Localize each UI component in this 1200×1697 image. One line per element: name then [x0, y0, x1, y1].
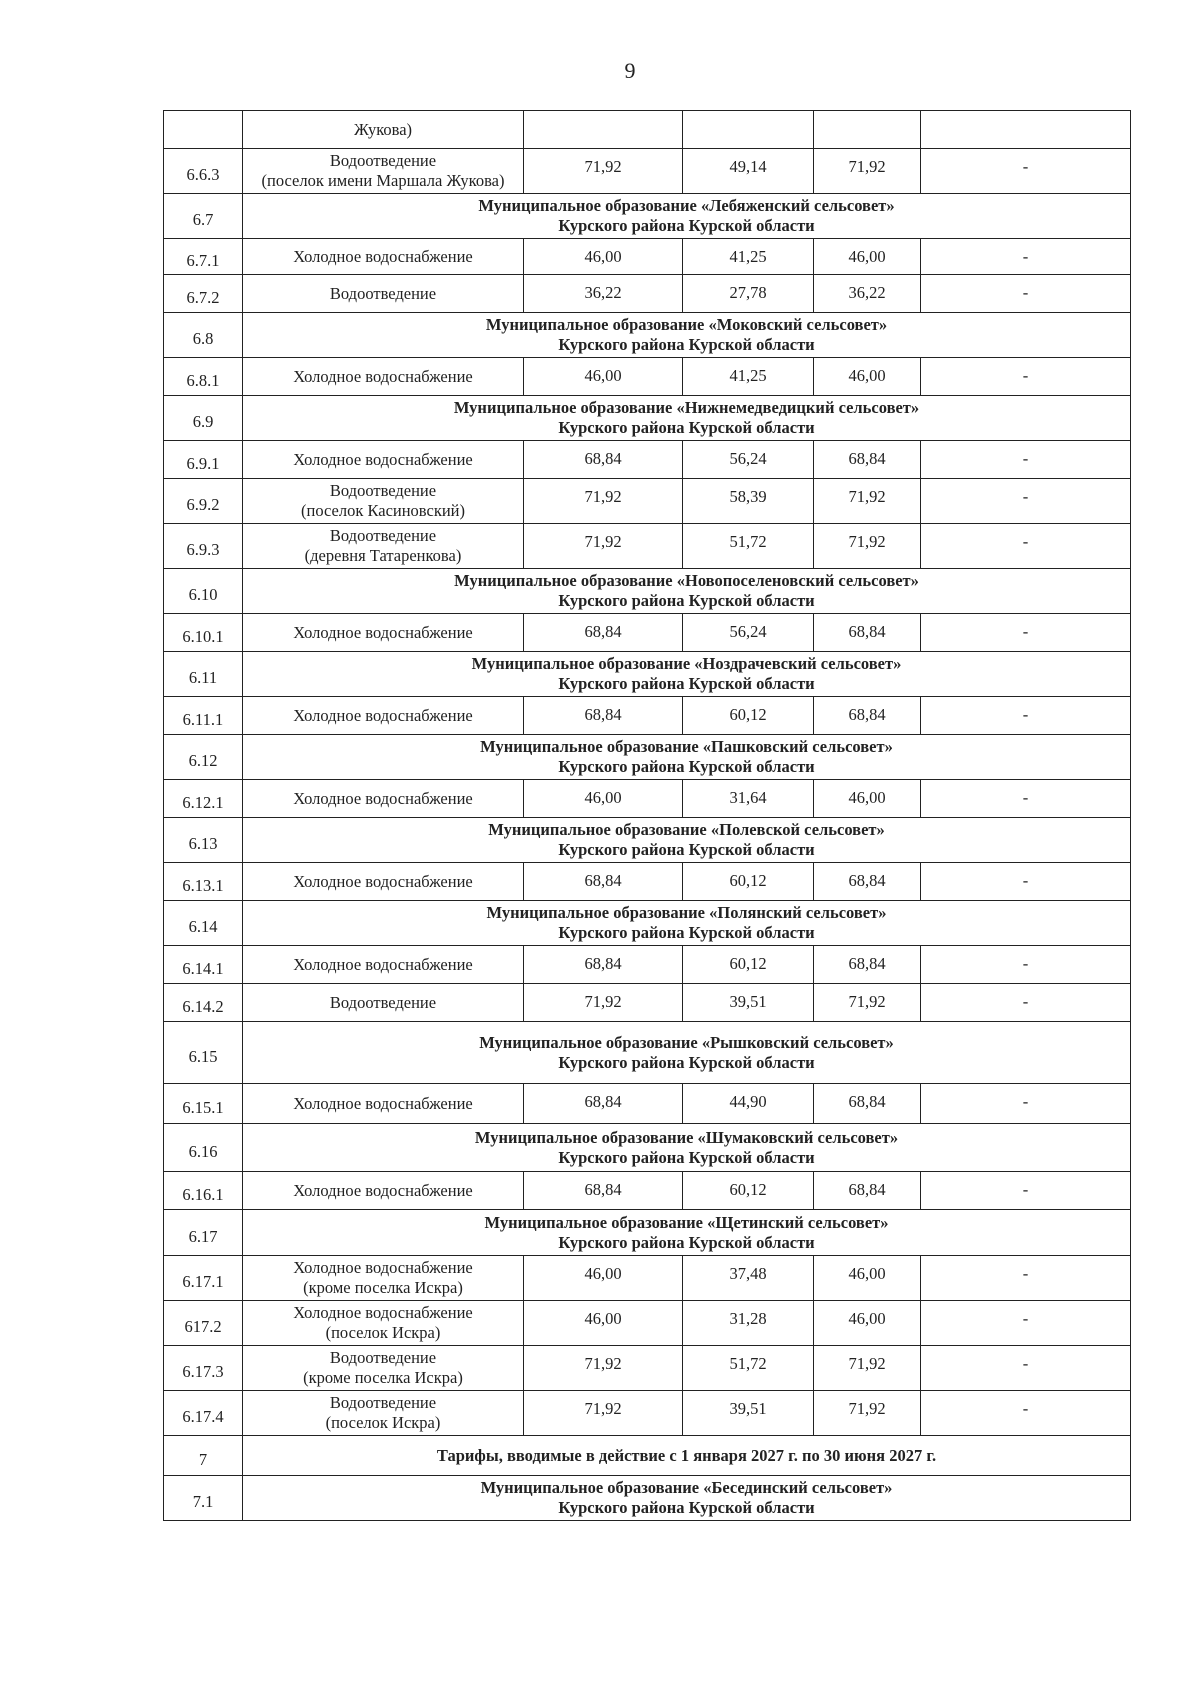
service-name: Холодное водоснабжение [293, 366, 473, 386]
row-number: 6.7 [164, 194, 243, 239]
row-number: 6.13 [164, 818, 243, 863]
value-cell-1: 46,00 [524, 1256, 683, 1301]
value-cell-4: - [921, 358, 1131, 396]
title-line: Муниципальное образование «Шумаковский сельсовет» [474, 1127, 899, 1147]
service-name: (поселок Касиновский) [301, 501, 465, 520]
row-number: 6.16.1 [164, 1172, 243, 1210]
row-number: 6.17 [164, 1210, 243, 1256]
row-number: 6.14.1 [164, 946, 243, 984]
tariff-table-body [164, 111, 1131, 1521]
value-cell-2: 60,12 [683, 697, 814, 735]
value-cell-4: - [921, 1256, 1131, 1301]
value-cell-3: 46,00 [814, 780, 921, 818]
table-row [164, 697, 1131, 735]
table-row [164, 479, 1131, 524]
value-cell-3 [814, 111, 921, 149]
value-cell-3: 68,84 [814, 1172, 921, 1210]
row-number: 6.15.1 [164, 1084, 243, 1124]
value-cell-2: 41,25 [683, 358, 814, 396]
value-cell-4: - [921, 524, 1131, 569]
service-name: Холодное водоснабжение [293, 954, 473, 974]
value-cell-3: 68,84 [814, 863, 921, 901]
title-line: Курского района Курской области [558, 591, 815, 610]
value-cell-4: - [921, 1391, 1131, 1436]
title-line: Курского района Курской области [558, 757, 815, 776]
table-row [164, 275, 1131, 313]
row-number: 7.1 [164, 1476, 243, 1521]
value-cell-4: - [921, 1346, 1131, 1391]
service-cell [243, 1346, 524, 1391]
value-cell-3: 36,22 [814, 275, 921, 313]
service-name: Жукова) [353, 119, 413, 139]
value-cell-2: 60,12 [683, 1172, 814, 1210]
value-cell-4: - [921, 239, 1131, 275]
municipality-header-row [164, 194, 1131, 239]
value-cell-1: 68,84 [524, 614, 683, 652]
value-cell-3: 46,00 [814, 358, 921, 396]
value-cell-1: 68,84 [524, 441, 683, 479]
value-cell-2: 39,51 [683, 984, 814, 1022]
value-cell-2: 49,14 [683, 149, 814, 194]
table-row [164, 1172, 1131, 1210]
row-number: 6.13.1 [164, 863, 243, 901]
value-cell-2: 58,39 [683, 479, 814, 524]
service-name: Холодное водоснабжение [293, 1180, 473, 1200]
value-cell-1: 68,84 [524, 863, 683, 901]
municipality-title [243, 1022, 1131, 1084]
table-row [164, 614, 1131, 652]
municipality-title [243, 396, 1131, 441]
service-name: Водоотведение [329, 481, 437, 500]
table-row [164, 441, 1131, 479]
row-number: 6.12 [164, 735, 243, 780]
row-number: 6.17.1 [164, 1256, 243, 1301]
service-name: Холодное водоснабжение [293, 871, 473, 891]
row-number: 6.11 [164, 652, 243, 697]
municipality-title [243, 735, 1131, 780]
title-line: Муниципальное образование «Моковский сельсовет» [485, 315, 888, 334]
service-name: Холодное водоснабжение [293, 1258, 473, 1277]
value-cell-4 [921, 111, 1131, 149]
service-cell [243, 1256, 524, 1301]
service-name: Водоотведение [329, 1393, 437, 1412]
service-cell [243, 697, 524, 735]
value-cell-1: 36,22 [524, 275, 683, 313]
service-name: Холодное водоснабжение [293, 622, 473, 642]
value-cell-1: 68,84 [524, 697, 683, 735]
service-name: (кроме поселка Искра) [303, 1368, 463, 1387]
value-cell-3: 46,00 [814, 1301, 921, 1346]
table-row [164, 1301, 1131, 1346]
value-cell-2: 44,90 [683, 1084, 814, 1124]
table-row [164, 524, 1131, 569]
service-cell [243, 479, 524, 524]
title-line: Муниципальное образование «Новопоселеновский сельсовет» [454, 571, 919, 590]
row-number: 6.17.3 [164, 1346, 243, 1391]
municipality-header-row [164, 569, 1131, 614]
row-number: 6.12.1 [164, 780, 243, 818]
row-number: 6.17.4 [164, 1391, 243, 1436]
municipality-header-row [164, 1210, 1131, 1256]
value-cell-4: - [921, 863, 1131, 901]
value-cell-1: 68,84 [524, 1084, 683, 1124]
title-line: Муниципальное образование «Бесединский сельсовет» [480, 1478, 893, 1497]
value-cell-4: - [921, 780, 1131, 818]
value-cell-4: - [921, 479, 1131, 524]
row-number: 6.14.2 [164, 984, 243, 1022]
municipality-header-row [164, 1476, 1131, 1521]
row-number: 6.9.3 [164, 524, 243, 569]
table-row [164, 780, 1131, 818]
value-cell-2: 37,48 [683, 1256, 814, 1301]
service-cell [243, 111, 524, 149]
municipality-title [243, 313, 1131, 358]
value-cell-2: 60,12 [683, 863, 814, 901]
period-header-row [164, 1436, 1131, 1476]
municipality-title [243, 1210, 1131, 1256]
service-name: Холодное водоснабжение [293, 705, 473, 725]
service-name: Водоотведение [329, 992, 437, 1012]
municipality-title [243, 1476, 1131, 1521]
value-cell-2 [683, 111, 814, 149]
title-line: Муниципальное образование «Ноздрачевский сельсовет» [471, 654, 902, 673]
value-cell-3: 71,92 [814, 479, 921, 524]
title-line: Курского района Курской области [558, 923, 815, 942]
table-row [164, 946, 1131, 984]
title-line: Курского района Курской области [558, 216, 815, 235]
service-name: Водоотведение [329, 283, 437, 303]
value-cell-1: 68,84 [524, 946, 683, 984]
value-cell-1: 46,00 [524, 1301, 683, 1346]
value-cell-2: 31,28 [683, 1301, 814, 1346]
title-line: Муниципальное образование «Нижнемедведицкий сельсовет» [453, 398, 920, 417]
value-cell-2: 41,25 [683, 239, 814, 275]
title-line: Курского района Курской области [558, 674, 815, 693]
table-row [164, 1391, 1131, 1436]
service-cell [243, 1172, 524, 1210]
row-number: 6.8 [164, 313, 243, 358]
title-line: Курского района Курской области [558, 1498, 815, 1517]
value-cell-2: 56,24 [683, 614, 814, 652]
value-cell-1: 71,92 [524, 479, 683, 524]
value-cell-3: 68,84 [814, 614, 921, 652]
value-cell-1 [524, 111, 683, 149]
value-cell-2: 56,24 [683, 441, 814, 479]
value-cell-3: 68,84 [814, 697, 921, 735]
service-name: Холодное водоснабжение [293, 449, 473, 469]
service-cell [243, 984, 524, 1022]
value-cell-3: 68,84 [814, 946, 921, 984]
service-cell [243, 780, 524, 818]
table-row [164, 1084, 1131, 1124]
table-row [164, 863, 1131, 901]
title-line: Курского района Курской области [558, 1052, 815, 1072]
value-cell-2: 60,12 [683, 946, 814, 984]
value-cell-3: 46,00 [814, 1256, 921, 1301]
title-line: Муниципальное образование «Рышковский сельсовет» [479, 1032, 894, 1052]
value-cell-3: 46,00 [814, 239, 921, 275]
service-name: (поселок Искра) [325, 1323, 441, 1342]
service-name: (поселок имени Маршала Жукова) [261, 171, 505, 190]
value-cell-2: 51,72 [683, 1346, 814, 1391]
service-name: Холодное водоснабжение [293, 246, 473, 266]
municipality-header-row [164, 313, 1131, 358]
value-cell-4: - [921, 1172, 1131, 1210]
table-row [164, 984, 1131, 1022]
row-number: 617.2 [164, 1301, 243, 1346]
row-number: 6.16 [164, 1124, 243, 1172]
value-cell-4: - [921, 441, 1131, 479]
title-line: Муниципальное образование «Щетинский сельсовет» [484, 1212, 889, 1232]
row-number: 6.8.1 [164, 358, 243, 396]
title-line: Курского района Курской области [558, 1147, 815, 1167]
page-number: 9 [624, 58, 636, 83]
row-number: 6.9.1 [164, 441, 243, 479]
service-cell [243, 1391, 524, 1436]
row-number: 6.6.3 [164, 149, 243, 194]
service-cell [243, 1301, 524, 1346]
row-number: 6.10 [164, 569, 243, 614]
service-cell [243, 239, 524, 275]
value-cell-2: 39,51 [683, 1391, 814, 1436]
service-cell [243, 441, 524, 479]
service-name: Водоотведение [329, 151, 437, 170]
service-cell [243, 358, 524, 396]
title-line: Курского района Курской области [558, 418, 815, 437]
table-row [164, 1346, 1131, 1391]
municipality-header-row [164, 396, 1131, 441]
tariff-table [163, 110, 1131, 1521]
row-number: 6.15 [164, 1022, 243, 1084]
service-name: (кроме поселка Искра) [303, 1278, 463, 1297]
row-number: 6.10.1 [164, 614, 243, 652]
municipality-title [243, 901, 1131, 946]
row-number: 6.7.2 [164, 275, 243, 313]
value-cell-3: 71,92 [814, 524, 921, 569]
municipality-title [243, 1124, 1131, 1172]
title-line: Курского района Курской области [558, 840, 815, 859]
row-number: 6.11.1 [164, 697, 243, 735]
municipality-header-row [164, 1022, 1131, 1084]
municipality-header-row [164, 818, 1131, 863]
municipality-header-row [164, 652, 1131, 697]
title-line: Муниципальное образование «Полянский сельсовет» [486, 903, 887, 922]
municipality-title [243, 652, 1131, 697]
service-name: (поселок Искра) [325, 1413, 441, 1432]
value-cell-3: 71,92 [814, 149, 921, 194]
value-cell-4: - [921, 946, 1131, 984]
value-cell-1: 71,92 [524, 524, 683, 569]
value-cell-3: 68,84 [814, 1084, 921, 1124]
value-cell-2: 51,72 [683, 524, 814, 569]
row-number: 6.9 [164, 396, 243, 441]
period-title [243, 1436, 1131, 1476]
value-cell-4: - [921, 1084, 1131, 1124]
municipality-title [243, 818, 1131, 863]
municipality-header-row [164, 1124, 1131, 1172]
value-cell-4: - [921, 697, 1131, 735]
table-row [164, 358, 1131, 396]
value-cell-1: 46,00 [524, 780, 683, 818]
row-number [164, 111, 243, 149]
row-number: 6.9.2 [164, 479, 243, 524]
service-name: Водоотведение [329, 1348, 437, 1367]
service-cell [243, 863, 524, 901]
table-row [164, 239, 1131, 275]
service-name: Холодное водоснабжение [293, 1093, 473, 1113]
municipality-header-row [164, 735, 1131, 780]
municipality-header-row [164, 901, 1131, 946]
value-cell-1: 46,00 [524, 239, 683, 275]
table-row [164, 149, 1131, 194]
municipality-title [243, 569, 1131, 614]
value-cell-4: - [921, 614, 1131, 652]
service-cell [243, 275, 524, 313]
title-line: Курского района Курской области [558, 335, 815, 354]
value-cell-1: 71,92 [524, 1391, 683, 1436]
municipality-title [243, 194, 1131, 239]
value-cell-4: - [921, 275, 1131, 313]
service-cell [243, 1084, 524, 1124]
value-cell-1: 68,84 [524, 1172, 683, 1210]
value-cell-1: 71,92 [524, 984, 683, 1022]
service-name: Водоотведение [329, 526, 437, 545]
service-cell [243, 946, 524, 984]
value-cell-1: 46,00 [524, 358, 683, 396]
value-cell-1: 71,92 [524, 149, 683, 194]
value-cell-1: 71,92 [524, 1346, 683, 1391]
service-name: Холодное водоснабжение [293, 788, 473, 808]
value-cell-3: 71,92 [814, 984, 921, 1022]
row-number: 6.14 [164, 901, 243, 946]
title-line: Муниципальное образование «Полевской сельсовет» [488, 820, 885, 839]
value-cell-4: - [921, 984, 1131, 1022]
row-number: 7 [164, 1436, 243, 1476]
value-cell-4: - [921, 1301, 1131, 1346]
table-row [164, 111, 1131, 149]
service-name: (деревня Татаренкова) [304, 546, 462, 565]
service-cell [243, 614, 524, 652]
title-line: Курского района Курской области [558, 1232, 815, 1252]
value-cell-4: - [921, 149, 1131, 194]
table-row [164, 1256, 1131, 1301]
service-cell [243, 149, 524, 194]
title-line: Муниципальное образование «Пашковский сельсовет» [480, 737, 893, 756]
value-cell-3: 71,92 [814, 1391, 921, 1436]
title-line: Тарифы, вводимые в действие с 1 января 2027 г. по 30 июня 2027 г. [436, 1445, 937, 1465]
row-number: 6.7.1 [164, 239, 243, 275]
title-line: Муниципальное образование «Лебяженский сельсовет» [478, 196, 895, 215]
value-cell-3: 71,92 [814, 1346, 921, 1391]
value-cell-3: 68,84 [814, 441, 921, 479]
service-name: Холодное водоснабжение [293, 1303, 473, 1322]
value-cell-2: 31,64 [683, 780, 814, 818]
value-cell-2: 27,78 [683, 275, 814, 313]
service-cell [243, 524, 524, 569]
